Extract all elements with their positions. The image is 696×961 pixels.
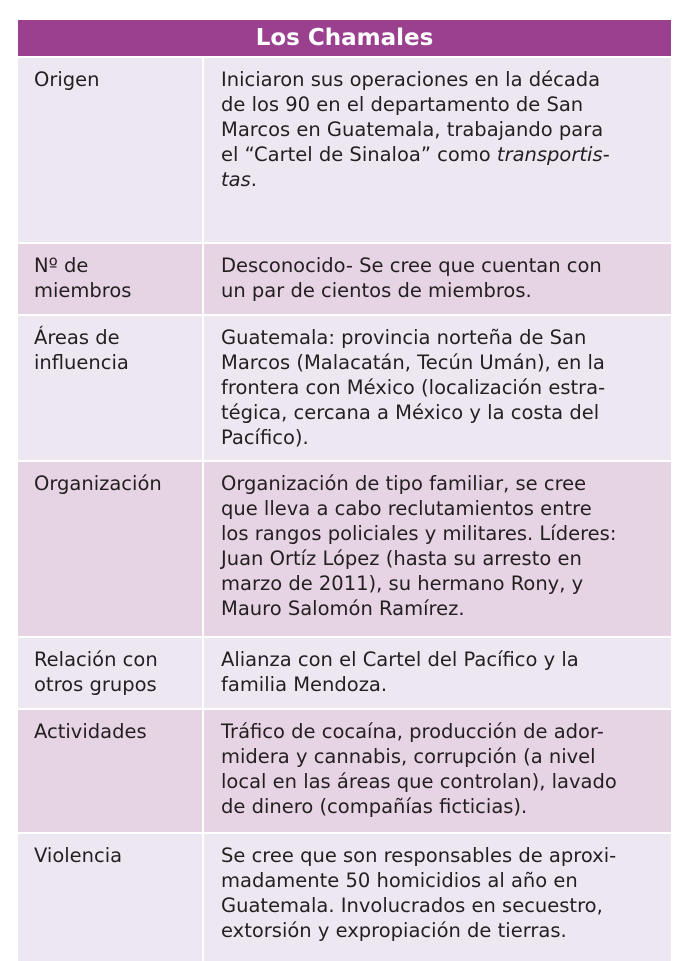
label-line: Origen — [34, 68, 100, 91]
value-line: de dinero (compañías ficticias). — [221, 795, 528, 818]
value-text: . — [250, 168, 257, 191]
label-line: influencia — [34, 351, 129, 374]
row-value — [204, 710, 671, 832]
value-line: Tráfico de cocaína, producción de ador- — [221, 720, 604, 743]
value-line: Marcos (Malacatán, Tecún Umán), en la — [221, 351, 605, 374]
value-line: Desconocido- Se cree que cuentan con — [221, 254, 602, 277]
table-row-miembros — [18, 244, 671, 316]
table-row-violencia — [18, 834, 671, 961]
value-line: que lleva a cabo reclutamientos entre — [221, 497, 592, 520]
table-row-relacion — [18, 638, 671, 710]
value-line: Mauro Salomón Ramírez. — [221, 597, 465, 620]
value-line: Guatemala. Involucrados en secuestro, — [221, 894, 603, 917]
cartel-info-table — [18, 20, 671, 942]
value-text-italic: tas — [221, 168, 251, 191]
row-label — [18, 462, 204, 636]
value-line: un par de cientos de miembros. — [221, 279, 532, 302]
value-line: de los 90 en el departamento de San — [221, 93, 584, 116]
value-line: marzo de 2011), su hermano Rony, y — [221, 572, 584, 595]
value-line: extorsión y expropiación de tierras. — [221, 919, 567, 942]
row-value — [204, 244, 671, 314]
value-line: Organización de tipo familiar, se cree — [221, 472, 587, 495]
row-label — [18, 316, 204, 460]
value-line: familia Mendoza. — [221, 673, 388, 696]
row-value — [204, 462, 671, 636]
table-row-actividades — [18, 710, 671, 834]
value-text-italic: transportis- — [496, 143, 610, 166]
table-row-origen — [18, 58, 671, 244]
row-label — [18, 58, 204, 242]
value-line: tégica, cercana a México y la costa del — [221, 401, 600, 424]
value-line: Guatemala: provincia norteña de San — [221, 326, 587, 349]
value-line: midera y cannabis, corrupción (a nivel — [221, 745, 596, 768]
label-line: Nº de — [34, 254, 89, 277]
label-line: miembros — [34, 279, 132, 302]
value-text: el “Cartel de Sinaloa” como — [221, 143, 497, 166]
row-value — [204, 834, 671, 961]
row-label — [18, 834, 204, 961]
label-line: Violencia — [34, 844, 123, 867]
table-title: Los Chamales — [18, 20, 671, 58]
label-line: otros grupos — [34, 673, 157, 696]
row-value — [204, 638, 671, 708]
value-line — [221, 142, 663, 167]
label-line: Actividades — [34, 720, 147, 743]
value-line: los rangos policiales y militares. Líderes: — [221, 522, 617, 545]
label-line: Relación con — [34, 648, 158, 671]
row-value — [204, 58, 671, 242]
row-label — [18, 710, 204, 832]
row-label — [18, 244, 204, 314]
label-line: Áreas de — [34, 326, 120, 349]
value-line: Juan Ortíz López (hasta su arresto en — [221, 547, 582, 570]
value-line: Marcos en Guatemala, trabajando para — [221, 118, 604, 141]
row-label — [18, 638, 204, 708]
value-line: madamente 50 homicidios al año en — [221, 869, 578, 892]
value-line: Iniciaron sus operaciones en la década — [221, 68, 601, 91]
value-line: Alianza con el Cartel del Pacífico y la — [221, 648, 579, 671]
value-line: local en las áreas que controlan), lavado — [221, 770, 617, 793]
value-line — [221, 167, 663, 192]
value-line: frontera con México (localización estra- — [221, 376, 606, 399]
table-row-areas — [18, 316, 671, 462]
row-value — [204, 316, 671, 460]
table-row-organizacion — [18, 462, 671, 638]
value-line: Pacífico). — [221, 426, 309, 449]
label-line: Organización — [34, 472, 162, 495]
value-line: Se cree que son responsables de aproxi- — [221, 844, 617, 867]
